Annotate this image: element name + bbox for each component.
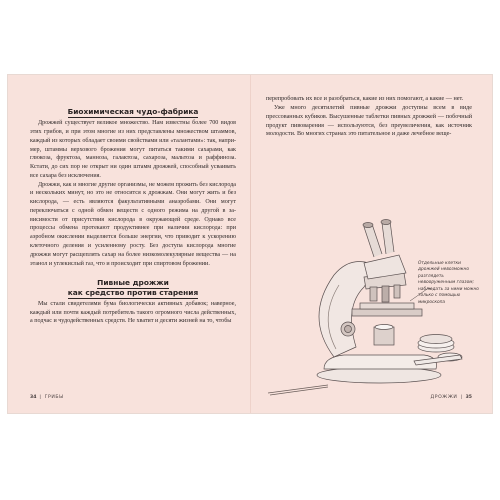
running-title: ДРОЖЖИ — [430, 395, 458, 400]
gutter — [250, 75, 251, 413]
paragraph: Мы стали свидетелями бума биологически активных добавок; наверное, каждый или почти каждый потребитель такого огромного числа действенных, а подчас и чудодейственных средств. Не хватит и десяти жизней на то, чтобы — [30, 300, 236, 325]
page-number: 34 — [30, 395, 37, 400]
paragraph: Дрожжей существует великое множество. Нам известны более 700 видов этих грибов, и при этом многие из них представлены множеством штаммов, каждый из которых обладает своими свойствами или «талантами»: так, например, штаммы верхового брожения могут питаться такими сахарами, как глюкоза, фруктоза, манноза, галактоза, сахароза, мальтоза и раффиноза. Кстати, до сих пор не открыт ни один штамм дрожжей, способный усваивать все сахара без исключения. — [30, 120, 236, 179]
figure-caption: Отдельные клетки дрожжей невозможно разглядеть невооруженным глазом; наблюдать за ними можно только с помощью микроскопа — [418, 261, 479, 305]
page-footer-right: ДРОЖЖИ | 35 — [430, 395, 472, 400]
page-footer-left: 34 | ГРИБЫ — [30, 395, 64, 400]
section-heading-brewers-yeast: Пивные дрожжи как средство против старения — [67, 278, 199, 297]
paragraph: Дрожжи, как и многие другие организмы, не можем прожить без кислорода и нескольких минут, но это не относится к дрожжам. Они могут жить и без кислорода, — есть являются факультативными анаэробами. Они могут переключаться с одной обмен веществ с одного режима на другой в зависимости от присутствия кислорода в окружающей среде. Однако все процессы обмена протекают продуктивнее при наличии кислорода: при аэробном окислении выделяется больше энергии, что приводит к ускорению клеточного деления и усиленному росту. Без доступа кислорода многие дрожжи могут расщеплять сахар на более низкомолекулярные вещества — на этанол и углекислый газ, что и происходит при спиртовом брожении. — [30, 181, 236, 267]
paragraph: Уже много десятилетий пивные дрожжи доступны всем в виде прессованных кубиков. Высушенные таблетки пивных дрожжей — побочный продукт пивоварения — используются, без преувеличения, как источник молодости. Во многих странах это питательное и даже лечебное веще- — [266, 104, 472, 138]
paragraph: перепробовать их все и разобраться, какие из них помогают, а какие — нет. — [266, 96, 464, 102]
running-title: ГРИБЫ — [44, 395, 64, 400]
book-spread — [8, 75, 492, 413]
left-page — [8, 75, 250, 413]
right-page — [250, 75, 492, 413]
page-number: 35 — [465, 395, 472, 400]
section-heading-biochemical: Биохимическая чудо-фабрика — [67, 107, 199, 116]
